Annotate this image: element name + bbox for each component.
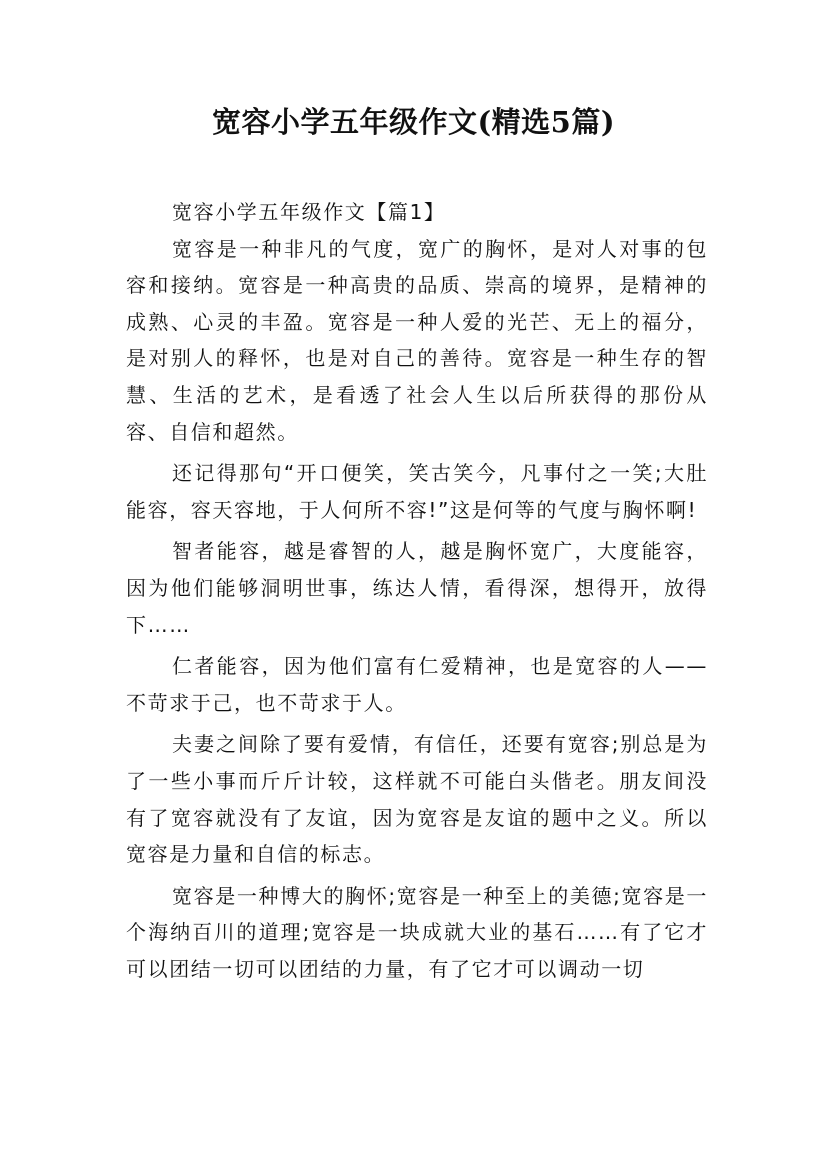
document-title: 宽容小学五年级作文(精选5篇) [211, 105, 616, 139]
paragraph-2: 还记得那句“开口便笑，笑古笑今，凡事付之一笑;大肚能容，容天容地，于人何所不容!”这是何等的气度与胸怀啊! [126, 461, 708, 522]
paragraph-4: 仁者能容，因为他们富有仁爱精神，也是宽容的人——不苛求于己，也不苛求于人。 [126, 654, 708, 715]
paragraph-5: 夫妻之间除了要有爱情，有信任，还要有宽容;别总是为了一些小事而斤斤计较，这样就不可能白头偕老。朋友间没有了宽容就没有了友谊，因为宽容是友谊的题中之义。所以宽容是力量和自信的标志。 [126, 732, 708, 867]
paragraph-6: 宽容是一种博大的胸怀;宽容是一种至上的美德;宽容是一个海纳百川的道理;宽容是一块成就大业的基石……有了它才可以团结一切可以团结的力量，有了它才可以调动一切 [126, 883, 708, 981]
document-body [126, 194, 708, 992]
paragraph-3: 智者能容，越是睿智的人，越是胸怀宽广，大度能容，因为他们能够洞明世事，练达人情，看得深，想得开，放得下…… [126, 539, 708, 637]
section-heading: 宽容小学五年级作文【篇1】 [172, 200, 446, 224]
paragraph-1: 宽容是一种非凡的气度，宽广的胸怀，是对人对事的包容和接纳。宽容是一种高贵的品质、崇高的境界，是精神的成熟、心灵的丰盈。宽容是一种人爱的光芒、无上的福分，是对别人的释怀，也是对自己的善待。宽容是一种生存的智慧、生活的艺术，是看透了社会人生以后所获得的那份从容、自信和超然。 [126, 236, 708, 444]
